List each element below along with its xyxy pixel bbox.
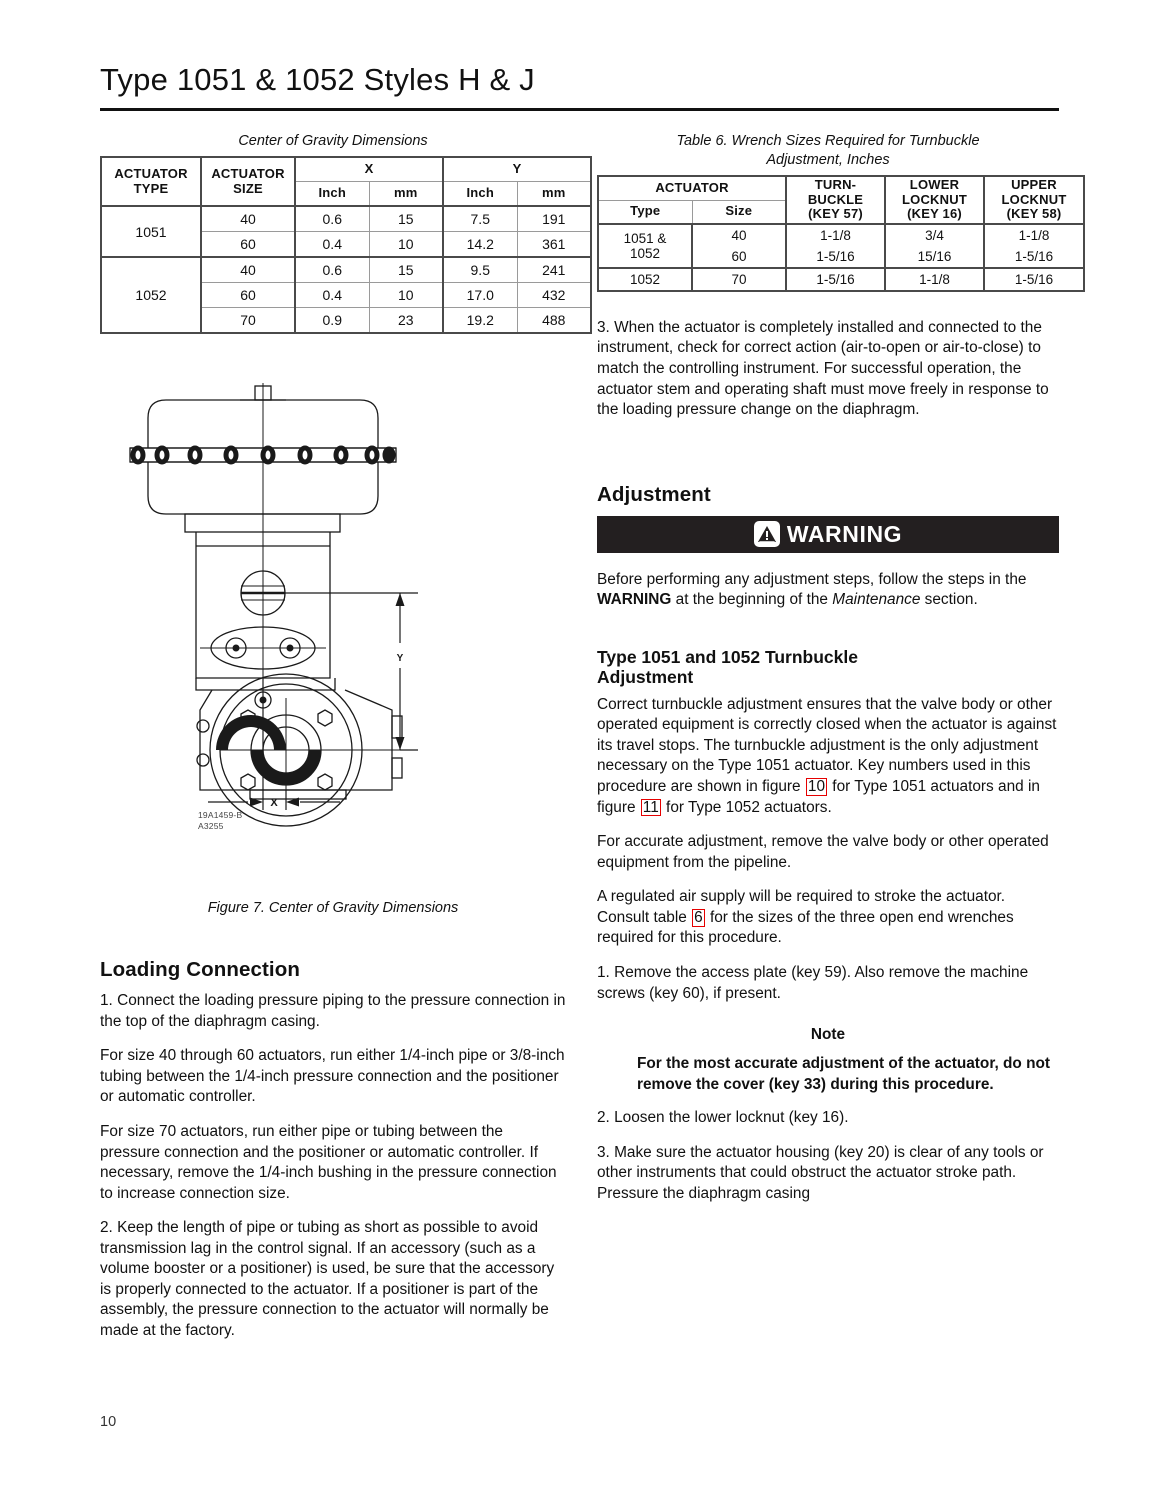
cell-y-inch: 7.5: [443, 206, 517, 232]
cell-type-1051: 1051: [101, 206, 201, 257]
cell-type-1052: 1052: [598, 268, 692, 291]
heading-loading-connection: Loading Connection: [100, 958, 300, 982]
warning-ref-text-b: at the beginning of the: [671, 591, 833, 609]
turnbuckle-text-b: for Type 1051 actuators and in figure: [597, 778, 1040, 816]
heading-adjustment: Adjustment: [597, 482, 711, 506]
warning-ref-text-c: section.: [920, 591, 978, 609]
header-actuator-type-label: ACTUATOR TYPE: [114, 166, 188, 196]
header-upper-line-1: UPPER: [1011, 177, 1057, 193]
warning-label: WARNING: [786, 520, 903, 547]
cell-size: 70: [692, 268, 786, 291]
actuator-assembly-drawing: [100, 378, 566, 838]
note-title: Note: [810, 1026, 846, 1044]
turnbuckle-text-a: Correct turnbuckle adjustment ensures that the valve body or other operated equipment is correctly closed when the actuator is against its travel stops. The turnbuckle adjustment is the only adjustment necessary on the Type 1051 actuator. Key numbers used in this procedure are shown in figure: [597, 695, 1057, 796]
warning-triangle-glyph: [757, 525, 777, 543]
cell-x-inch: 0.6: [295, 206, 369, 232]
header-upper-line-3: (KEY 58): [1006, 206, 1062, 222]
paragraph-warning-reference: [597, 570, 1059, 611]
cell-turnbuckle: 1-1/8: [786, 224, 885, 246]
turnbuckle-heading-line-2: Adjustment: [597, 667, 694, 688]
header-x-mm: mm: [369, 182, 443, 207]
header-turnbuckle: [786, 176, 885, 224]
cog-table-caption: Center of Gravity Dimensions: [238, 133, 428, 149]
cell-x-inch: 0.4: [295, 283, 369, 308]
page-number: 10: [100, 1414, 117, 1430]
turnbuckle-heading-line-1: Type 1051 and 1052 Turnbuckle: [597, 646, 858, 667]
cell-y-inch: 9.5: [443, 257, 517, 283]
paragraph-step-3: 3. When the actuator is completely installed and connected to the instrument, check for correct action (air-to-open or air-to-close) to match the controlling instrument. For successful operation, the actuator stem and operating shaft must move freely in response to the loading pressure change on the diaphragm.: [597, 318, 1049, 419]
header-turnbuckle-line-1: TURN-: [814, 177, 857, 193]
paragraph-loading-2: For size 40 through 60 actuators, run either 1/4-inch pipe or 3/8-inch tubing between the 1/4-inch pressure connection and the positioner or automatic controller.: [100, 1047, 565, 1106]
air-supply-text-b: for the sizes of the three open end wrenches required for this procedure.: [597, 908, 1014, 947]
table-row: [598, 224, 1084, 246]
header-y-inch: Inch: [443, 182, 517, 207]
table-row: [101, 206, 591, 232]
turnbuckle-text-c: for Type 1052 actuators.: [661, 798, 832, 816]
table-row: [598, 268, 1084, 291]
warning-triangle-icon: [754, 521, 780, 547]
cell-lower-locknut: 1-1/8: [885, 268, 984, 291]
warning-ref-text-a: Before performing any adjustment steps, follow the steps in the: [597, 570, 1027, 588]
table-header-row: [101, 157, 591, 182]
cell-y-mm: 432: [517, 283, 591, 308]
header-lower-locknut: [885, 176, 984, 224]
header-actuator-type: [101, 157, 201, 206]
header-turnbuckle-line-2: BUCKLE: [807, 191, 864, 207]
cell-y-inch: 17.0: [443, 283, 517, 308]
cell-y-inch: 14.2: [443, 232, 517, 258]
cell-size: 40: [201, 257, 295, 283]
left-column: [100, 132, 566, 1356]
dimension-label-y: Y: [396, 653, 404, 665]
paragraph-loading-1: 1. Connect the loading pressure piping to the pressure connection in the top of the diaphragm casing.: [100, 992, 566, 1030]
header-turnbuckle-line-3: (KEY 57): [808, 206, 863, 222]
cell-upper-locknut: 1-5/16: [984, 268, 1084, 291]
cell-x-mm: 10: [369, 232, 443, 258]
cell-size: 60: [692, 246, 786, 268]
header-actuator-size: [201, 157, 295, 206]
figure-link-10[interactable]: 10: [807, 778, 826, 796]
warning-banner-inner: [754, 521, 902, 548]
figure-7-caption: Figure 7. Center of Gravity Dimensions: [207, 900, 459, 917]
cell-y-mm: 361: [517, 232, 591, 258]
paragraph-loading-4: 2. Keep the length of pipe or tubing as short as possible to avoid transmission lag in the control signal. If an accessory (such as a volume booster or a positioner) is used, be sure that the accessory is properly connected to the actuator. If a positioner is part of the assembly, the pressure connection to the actuator will normally be made at the factory.: [100, 1219, 555, 1339]
warning-ref-bold: WARNING: [597, 591, 672, 609]
right-column: [597, 132, 1067, 1218]
paragraph-accurate-adjustment: For accurate adjustment, remove the valve body or other operated equipment from the pipeline.: [597, 833, 1049, 871]
header-lower-line-1: LOWER: [909, 177, 960, 193]
cell-x-mm: 10: [369, 283, 443, 308]
header-actuator-size-label: ACTUATOR SIZE: [211, 166, 285, 196]
table-link-6[interactable]: 6: [694, 908, 703, 926]
cell-size: 60: [201, 232, 295, 258]
paragraph-step-3b: 3. Make sure the actuator housing (key 20) is clear of any tools or other instruments that could obstruct the actuator stroke path. Pressure the diaphragm casing: [597, 1143, 1044, 1202]
cell-x-mm: 23: [369, 308, 443, 334]
table-header-row: [598, 176, 1084, 200]
heading-turnbuckle-adjustment: [597, 647, 1059, 688]
warning-ref-italic: Maintenance: [832, 591, 921, 609]
drawing-code-line-1: 19A1459-B: [198, 810, 243, 821]
page-title: Type 1051 & 1052 Styles H & J: [100, 62, 535, 97]
cell-upper-locknut: 1-5/16: [984, 246, 1084, 268]
cell-x-mm: 15: [369, 206, 443, 232]
header-actuator: ACTUATOR: [598, 176, 786, 200]
warning-banner: [597, 516, 1059, 553]
cell-x-mm: 15: [369, 257, 443, 283]
figure-7-drawing: [100, 378, 566, 898]
header-upper-locknut: [984, 176, 1084, 224]
drawing-code: [198, 810, 242, 832]
cell-y-mm: 191: [517, 206, 591, 232]
cell-x-inch: 0.9: [295, 308, 369, 334]
cell-type-line-2: 1052: [629, 245, 661, 261]
paragraph-step-1: 1. Remove the access plate (key 59). Also remove the machine screws (key 60), if present.: [597, 963, 1029, 1002]
header-upper-line-2: LOCKNUT: [1001, 191, 1067, 207]
cell-type-line-1: 1051 &: [623, 230, 667, 246]
cell-x-inch: 0.6: [295, 257, 369, 283]
wrench-caption-line-1: Table 6. Wrench Sizes Required for Turnbuckle: [676, 133, 980, 149]
cell-y-mm: 241: [517, 257, 591, 283]
title-rule: [100, 108, 1059, 111]
cell-y-mm: 488: [517, 308, 591, 334]
header-x-inch: Inch: [295, 182, 369, 207]
header-y: Y: [443, 157, 591, 182]
note-body: For the most accurate adjustment of the actuator, do not remove the cover (key 33) during this procedure.: [637, 1055, 1051, 1093]
paragraph-turnbuckle-intro: [597, 695, 1059, 818]
header-x: X: [295, 157, 443, 182]
paragraph-step-2: 2. Loosen the lower locknut (key 16).: [597, 1109, 849, 1127]
header-lower-line-3: (KEY 16): [907, 206, 962, 222]
cell-x-inch: 0.4: [295, 232, 369, 258]
cell-y-inch: 19.2: [443, 308, 517, 334]
paragraph-loading-3: For size 70 actuators, run either pipe or tubing between the pressure connection and the positioner or automatic controller. If necessary, remove the 1/4-inch bushing in the pressure connection to increase connection size.: [100, 1122, 557, 1202]
header-size: Size: [692, 200, 786, 224]
cell-turnbuckle: 1-5/16: [786, 268, 885, 291]
cell-size: 70: [201, 308, 295, 334]
dimension-label-x: X: [270, 797, 278, 810]
cell-size: 60: [201, 283, 295, 308]
cell-lower-locknut: 3/4: [885, 224, 984, 246]
figure-link-11[interactable]: 11: [642, 798, 659, 816]
cell-upper-locknut: 1-1/8: [984, 224, 1084, 246]
cell-size: 40: [692, 224, 786, 246]
cell-type-1052: 1052: [101, 257, 201, 333]
paragraph-air-supply: [597, 887, 1059, 949]
wrench-table-caption: [597, 132, 1059, 170]
cell-lower-locknut: 15/16: [885, 246, 984, 268]
table-row: [101, 257, 591, 283]
air-supply-text-a: A regulated air supply will be required to stroke the actuator. Consult table: [597, 888, 1006, 926]
center-of-gravity-table: [100, 156, 592, 334]
drawing-code-line-2: A3255: [198, 821, 224, 832]
header-type: Type: [598, 200, 692, 224]
header-y-mm: mm: [517, 182, 591, 207]
cell-size: 40: [201, 206, 295, 232]
cell-type-1051-1052: [598, 224, 692, 268]
cell-turnbuckle: 1-5/16: [786, 246, 885, 268]
wrench-caption-line-2: Adjustment, Inches: [766, 152, 890, 169]
header-lower-line-2: LOCKNUT: [902, 191, 967, 207]
wrench-sizes-table: [597, 175, 1085, 292]
